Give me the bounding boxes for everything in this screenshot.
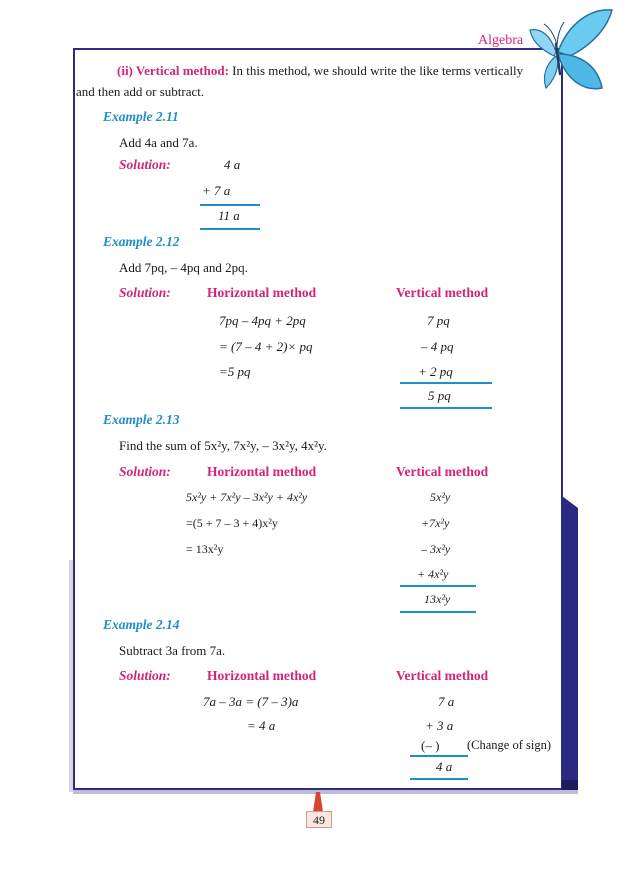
example-2-11-question: Add 4a and 7a. xyxy=(119,135,198,150)
example-2-14-horizontal-1: 7a – 3a = (7 – 3)a xyxy=(203,694,299,709)
example-2-14-question: Subtract 3a from 7a. xyxy=(119,643,226,658)
example-2-13-rule-2 xyxy=(400,611,476,613)
example-2-12-vertical-heading: Vertical method xyxy=(396,285,489,300)
example-2-12-solution-label: Solution: xyxy=(119,285,171,300)
example-2-14-horizontal-heading: Horizontal method xyxy=(207,668,317,683)
example-2-13-horizontal-3: = 13x²y xyxy=(186,542,224,556)
example-2-11-solution-label: Solution: xyxy=(119,157,171,172)
example-2-14-vertical-3: (– ) xyxy=(421,738,440,753)
example-2-13-vertical-1: 5x²y xyxy=(430,490,451,504)
example-2-12-vertical-3: + 2 pq xyxy=(418,364,453,379)
example-2-11-vertical-3: 11 a xyxy=(218,208,240,223)
example-2-12-horizontal-2: = (7 – 4 + 2)× pq xyxy=(219,339,313,354)
example-2-11-rule-1 xyxy=(200,204,260,206)
example-2-12-horizontal-1: 7pq – 4pq + 2pq xyxy=(219,313,306,328)
frame-bottom-shadow xyxy=(73,790,578,794)
example-2-12-vertical-4: 5 pq xyxy=(428,388,451,403)
intro-line-2: and then add or subtract. xyxy=(76,84,205,99)
method-label: (ii) Vertical method: xyxy=(117,63,229,78)
example-2-14-rule-1 xyxy=(410,755,468,757)
example-2-13-rule-1 xyxy=(400,585,476,587)
example-2-14-rule-2 xyxy=(410,778,468,780)
example-2-13-question: Find the sum of 5x²y, 7x²y, – 3x²y, 4x²y. xyxy=(119,438,327,453)
example-2-14-vertical-1: 7 a xyxy=(438,694,455,709)
example-2-14-change-of-sign: (Change of sign) xyxy=(467,738,552,752)
example-2-11-rule-2 xyxy=(200,228,260,230)
page-title: Algebra xyxy=(478,33,524,48)
example-2-13-horizontal-heading: Horizontal method xyxy=(207,464,317,479)
example-2-13-vertical-4: + 4x²y xyxy=(417,567,449,581)
example-2-12-horizontal-3: =5 pq xyxy=(219,364,251,379)
example-2-13-horizontal-2: =(5 + 7 – 3 + 4)x²y xyxy=(186,516,278,530)
example-2-14-vertical-2: + 3 a xyxy=(425,718,454,733)
page-number-tab xyxy=(313,792,323,812)
example-2-14-vertical-4: 4 a xyxy=(436,759,453,774)
frame-side-bar xyxy=(562,496,578,792)
intro-line-1: In this method, we should write the like terms vertically xyxy=(228,63,524,78)
example-2-13-solution-label: Solution: xyxy=(119,464,171,479)
example-2-11-vertical-1: 4 a xyxy=(224,157,241,172)
example-2-13-vertical-5: 13x²y xyxy=(424,592,451,606)
example-2-13-vertical-3: – 3x²y xyxy=(421,542,451,556)
example-2-14-solution-label: Solution: xyxy=(119,668,171,683)
example-2-11-vertical-2: + 7 a xyxy=(202,183,231,198)
example-2-14-vertical-heading: Vertical method xyxy=(396,668,489,683)
example-2-12-horizontal-heading: Horizontal method xyxy=(207,285,317,300)
example-2-13-vertical-2: +7x²y xyxy=(421,516,450,530)
example-2-12-title: Example 2.12 xyxy=(103,234,180,249)
example-2-13-horizontal-1: 5x²y + 7x²y – 3x²y + 4x²y xyxy=(186,490,308,504)
example-2-14-title: Example 2.14 xyxy=(103,617,180,632)
example-2-12-vertical-2: – 4 pq xyxy=(421,339,454,354)
example-2-12-rule-2 xyxy=(400,407,492,409)
example-2-14-horizontal-2: = 4 a xyxy=(247,718,276,733)
butterfly-icon xyxy=(520,4,620,114)
page-number: 49 xyxy=(306,811,332,828)
example-2-13-title: Example 2.13 xyxy=(103,412,180,427)
example-2-12-question: Add 7pq, – 4pq and 2pq. xyxy=(119,260,248,275)
example-2-13-vertical-heading: Vertical method xyxy=(396,464,489,479)
example-2-12-rule-1 xyxy=(400,382,492,384)
example-2-11-title: Example 2.11 xyxy=(103,109,179,124)
example-2-12-vertical-1: 7 pq xyxy=(427,313,450,328)
